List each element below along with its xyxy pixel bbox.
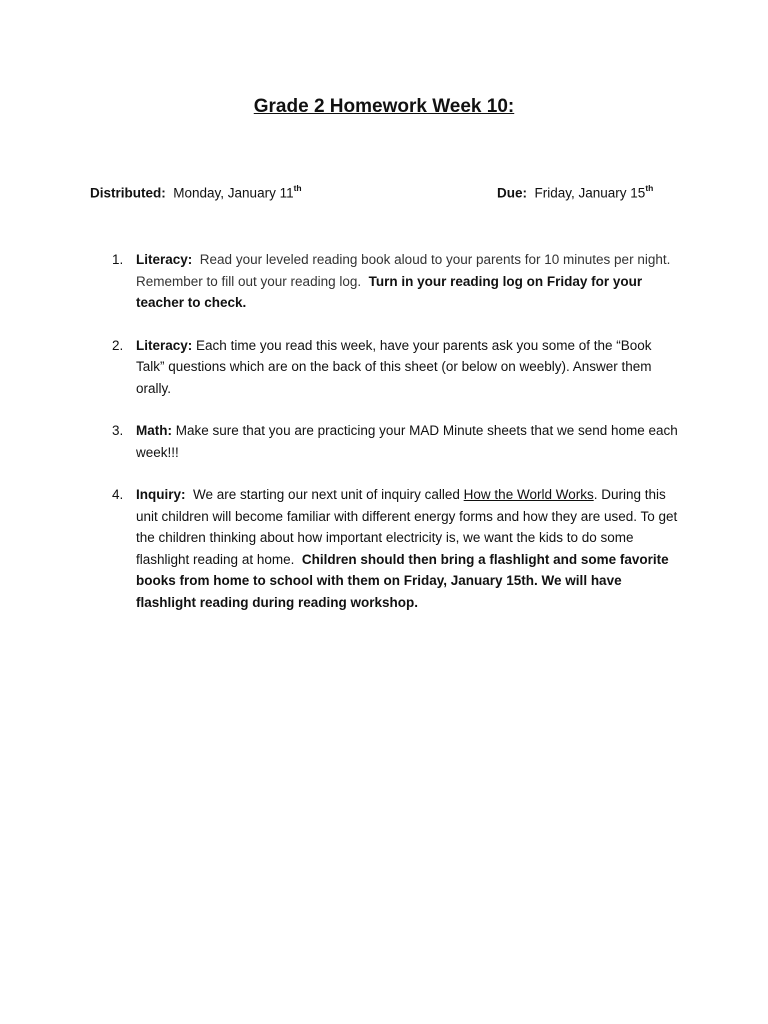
- item-label: Literacy:: [136, 252, 193, 267]
- item-text: Make sure that you are practicing your MAD Minute sheets that we send home each week!!!: [136, 423, 678, 460]
- item-text: Each time you read this week, have your parents ask you some of the “Book Talk” questions which are on the back of this sheet (or below on weebly). Answer them orally.: [136, 337, 652, 396]
- list-item: [109, 420, 679, 463]
- distributed-label: Distributed:: [90, 185, 166, 201]
- homework-list: [109, 249, 679, 634]
- item-text: We are starting our next unit of inquiry called: [193, 487, 460, 502]
- item-label: Literacy:: [136, 337, 193, 353]
- due-date: [497, 184, 653, 201]
- item-number: 4.: [112, 487, 124, 502]
- list-item: [109, 335, 679, 400]
- list-item: [109, 484, 679, 613]
- item-bold-text: Children should then bring a flashlight and some favorite books from home to school with them on Friday, January 15th. We will have flashlight reading during reading workshop.: [136, 551, 669, 610]
- item-bold-text: Turn in your reading log on Friday for your teacher to check.: [136, 273, 643, 310]
- distributed-value: Monday, January 11: [173, 185, 294, 201]
- item-text: Read your leveled reading book aloud to your parents for 10 minutes per night. Remember to fill out your reading log.: [136, 252, 671, 289]
- item-text-continued: . During this unit children will become familiar with different energy forms and how they are used. To get the children thinking about how important electricity is, we want the kids to do some flashlight reading at home.: [136, 487, 678, 567]
- item-number: 1.: [112, 252, 124, 267]
- due-suffix: th: [645, 183, 654, 193]
- unit-title-link: How the World Works: [463, 487, 594, 502]
- page-title: Grade 2 Homework Week 10:: [253, 96, 515, 117]
- distributed-suffix: th: [293, 183, 302, 193]
- item-label: Inquiry:: [136, 487, 186, 502]
- due-value: Friday, January 15: [534, 185, 646, 201]
- item-number: 3.: [112, 423, 124, 438]
- list-item: [109, 249, 679, 314]
- due-label: Due:: [497, 185, 527, 201]
- distributed-date: [90, 184, 302, 201]
- item-label: Math:: [136, 423, 172, 438]
- item-number: 2.: [112, 337, 124, 353]
